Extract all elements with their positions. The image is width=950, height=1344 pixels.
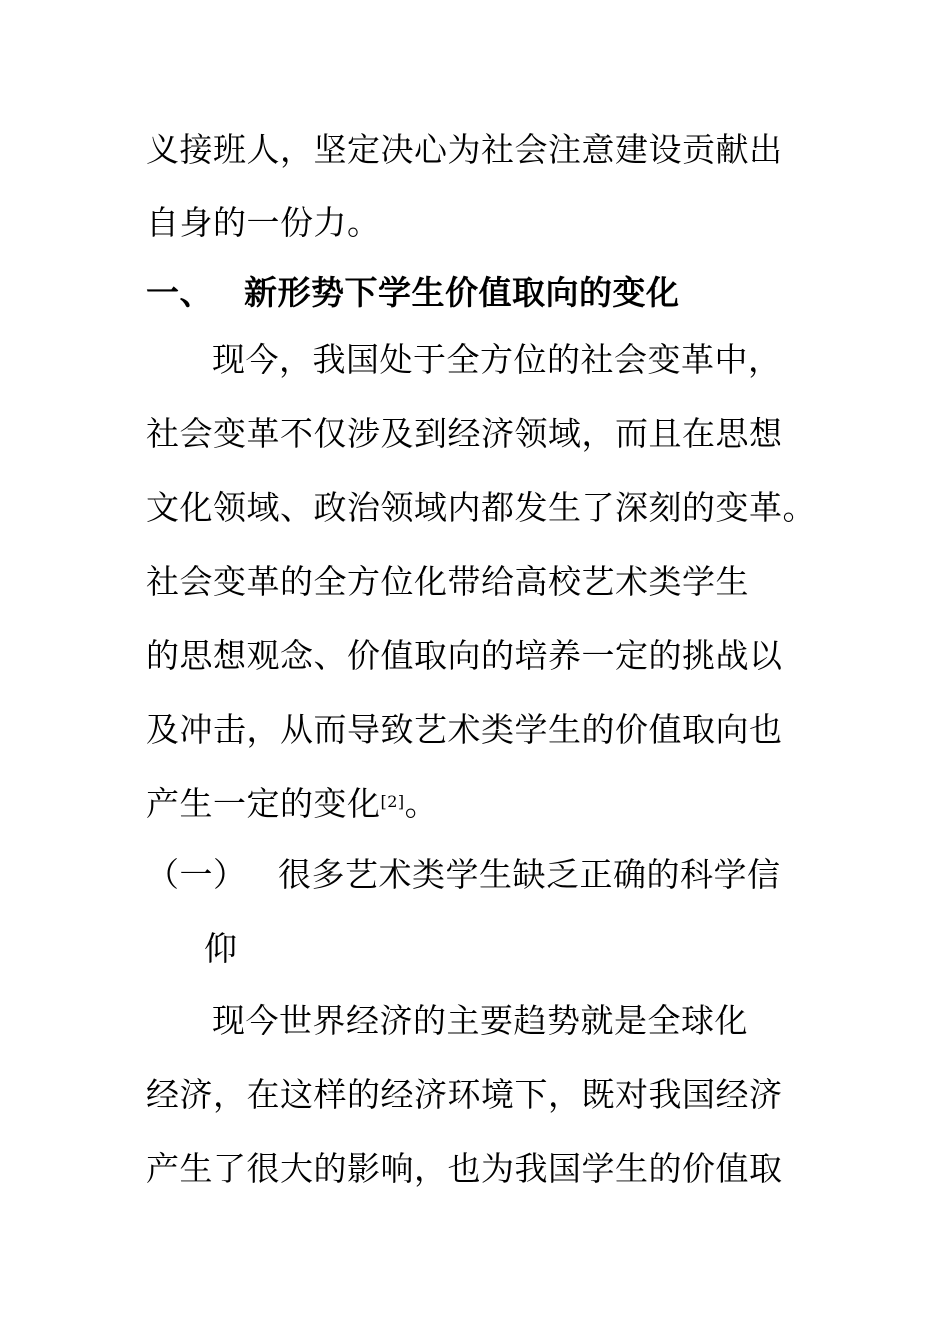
paragraph-line: 产生了很大的影响，也为我国学生的价值取 bbox=[146, 1149, 783, 1188]
paragraph-line: 现今世界经济的主要趋势就是全球化 bbox=[212, 1001, 748, 1040]
paragraph-line: 自身的一份力。 bbox=[146, 203, 381, 242]
citation-reference: [2] bbox=[380, 792, 405, 811]
subsection-title-continued: 仰 bbox=[204, 929, 238, 968]
subsection-number: （一） bbox=[146, 855, 247, 894]
paragraph-line: 及冲击，从而导致艺术类学生的价值取向也 bbox=[146, 710, 783, 749]
subsection-title: 很多艺术类学生缺乏正确的科学信 bbox=[278, 855, 781, 894]
paragraph-line: 社会变革的全方位化带给高校艺术类学生 bbox=[146, 562, 749, 601]
paragraph-line: 现今，我国处于全方位的社会变革中， bbox=[212, 340, 782, 379]
paragraph-line: 的思想观念、价值取向的培养一定的挑战以 bbox=[146, 636, 783, 675]
paragraph-line: 文化领域、政治领域内都发生了深刻的变革。 bbox=[146, 488, 816, 527]
section-number: 一、 bbox=[146, 273, 213, 312]
subsection-heading bbox=[146, 855, 781, 895]
section-heading bbox=[146, 273, 680, 313]
paragraph-line: 义接班人，坚定决心为社会注意建设贡献出 bbox=[146, 130, 783, 169]
paragraph-line: 社会变革不仅涉及到经济领域，而且在思想 bbox=[146, 414, 783, 453]
paragraph-line: 经济，在这样的经济环境下，既对我国经济 bbox=[146, 1075, 783, 1114]
paragraph-line bbox=[146, 784, 438, 824]
paragraph-end: 。 bbox=[404, 784, 439, 823]
paragraph-text: 产生一定的变化 bbox=[146, 784, 381, 823]
section-title: 新形势下学生价值取向的变化 bbox=[244, 273, 680, 312]
